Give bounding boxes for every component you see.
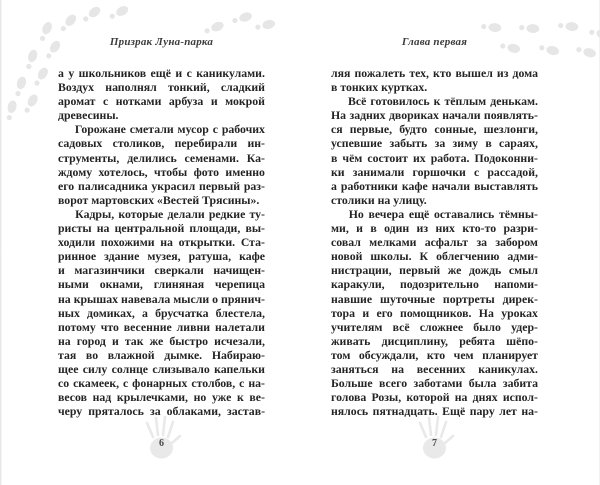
text-block-left xyxy=(58,66,265,418)
page-number-ornament-right xyxy=(412,414,458,464)
text-line: Кадры, которые делали редкие ту- xyxy=(75,206,265,221)
footprint-icon xyxy=(552,18,579,33)
footprint-icon xyxy=(569,41,598,61)
text-line: и магазинчики сверкали начищен- xyxy=(58,263,265,278)
text-line: тора и его помощников. На уроках xyxy=(331,305,538,320)
text-line: щее силу солнце слизывало капельки xyxy=(58,361,265,376)
text-line: на город и так же быстро исчезали, xyxy=(58,333,265,348)
page-left xyxy=(58,0,265,485)
page-number-left: 6 xyxy=(159,438,164,449)
text-line: Всё готовилось к тёплым денькам. xyxy=(348,94,538,109)
text-line: Но вечера ещё оставались тёмны- xyxy=(348,206,538,221)
footprint-icon xyxy=(17,91,41,120)
text-line: на крышах навевала мысли о прянич- xyxy=(58,291,265,306)
page-number-right: 7 xyxy=(432,438,437,449)
page-number-ornament-left xyxy=(139,414,185,464)
text-line: тая во влажной дымке. Набираю- xyxy=(58,347,265,362)
text-line: садовых столиков, перебирали ин- xyxy=(58,136,265,151)
text-line: нистрации, первый же дождь смыл xyxy=(331,263,538,278)
text-line: ки занимали горшочки с рассадой, xyxy=(331,164,538,179)
text-line: ходили похожими на открытки. Ста- xyxy=(58,235,265,250)
page-right xyxy=(331,0,538,485)
footprint-icon xyxy=(33,19,55,48)
text-line: струменты, делились семенами. Ка- xyxy=(58,150,265,165)
text-line: весов над крылечками, но уже к ве- xyxy=(58,390,265,405)
text-line: каракули, подозрительно напоми- xyxy=(331,277,538,292)
text-line: нялось пятнадцать. Ещё пару лет на- xyxy=(331,404,538,419)
page-edge-left xyxy=(0,0,2,485)
text-line: ворот мартовских «Вестей Трясины». xyxy=(58,192,260,207)
text-line: совал мелками асфальт за забором xyxy=(331,235,538,250)
text-line: ляя пожалеть тех, кто вышел из дома xyxy=(331,66,538,80)
text-line: а у школьников ещё и с каникулами. xyxy=(58,66,265,80)
text-line: черу пряталось за облаками, застав- xyxy=(58,404,265,419)
text-line: новой школы. К облегчению адми- xyxy=(331,249,538,264)
text-line: Больше всего заботами была забита xyxy=(331,376,538,391)
text-line: его палисадника украсил первый раз- xyxy=(58,178,265,193)
text-line: Горожане сметали мусор с рабочих xyxy=(74,122,265,137)
text-line: ждому хотелось, чтобы фото именно xyxy=(58,164,265,179)
text-line: потому что весенние ливни налетали xyxy=(58,319,265,334)
text-line: ся первые, будто сонные, шезлонги, xyxy=(331,122,538,137)
footprint-icon xyxy=(9,75,29,104)
text-line: ристы на центральной площади, вы- xyxy=(58,221,265,236)
text-line: заняться на весенних каникулах. xyxy=(331,361,538,376)
text-line: а работники кафе начали выставлять xyxy=(331,178,538,193)
footprint-icon xyxy=(20,48,41,77)
text-line: На задних двориках начали появлять- xyxy=(331,108,538,123)
text-line: ных домиках, а брусчатка блестела, xyxy=(58,305,265,320)
running-header-right: Глава первая xyxy=(401,36,468,48)
text-line: ми, и в один из них кто-то разри- xyxy=(331,221,538,236)
running-header-left: Призрак Луна-парка xyxy=(109,36,214,48)
text-line: ными окнами, глиняная черепица xyxy=(58,277,265,292)
footprint-icon xyxy=(583,25,600,41)
text-line: столики на улицу. xyxy=(331,192,427,207)
text-line: древесины. xyxy=(58,108,119,123)
text-line: том обсуждали, кто чем планирует xyxy=(331,347,538,362)
text-line: навшие шуточные портреты дирек- xyxy=(331,291,538,306)
text-line: учителям всё сложнее было удер- xyxy=(331,319,538,334)
text-line: в чём состоит их работа. Подоконни- xyxy=(331,150,538,165)
text-line: аромат с нотками арбуза и мокрой xyxy=(58,94,265,109)
text-line: в тонких куртках. xyxy=(331,80,428,95)
text-line: Воздух наполнял тонкий, сладкий xyxy=(58,80,265,95)
text-line: успевшие забыть за зиму в сараях, xyxy=(331,136,538,151)
text-line: живать дисциплину, ребята шёпо- xyxy=(331,333,538,348)
text-line: голова Розы, которой на днях испол- xyxy=(331,390,538,405)
text-block-right xyxy=(331,66,538,418)
text-line: со скамеек, с фонарных столбов, с на- xyxy=(58,376,265,391)
text-line: ринное здание музея, ратуша, кафе xyxy=(58,249,265,264)
footprint-icon xyxy=(27,65,52,94)
footprint-icon xyxy=(1,99,20,127)
